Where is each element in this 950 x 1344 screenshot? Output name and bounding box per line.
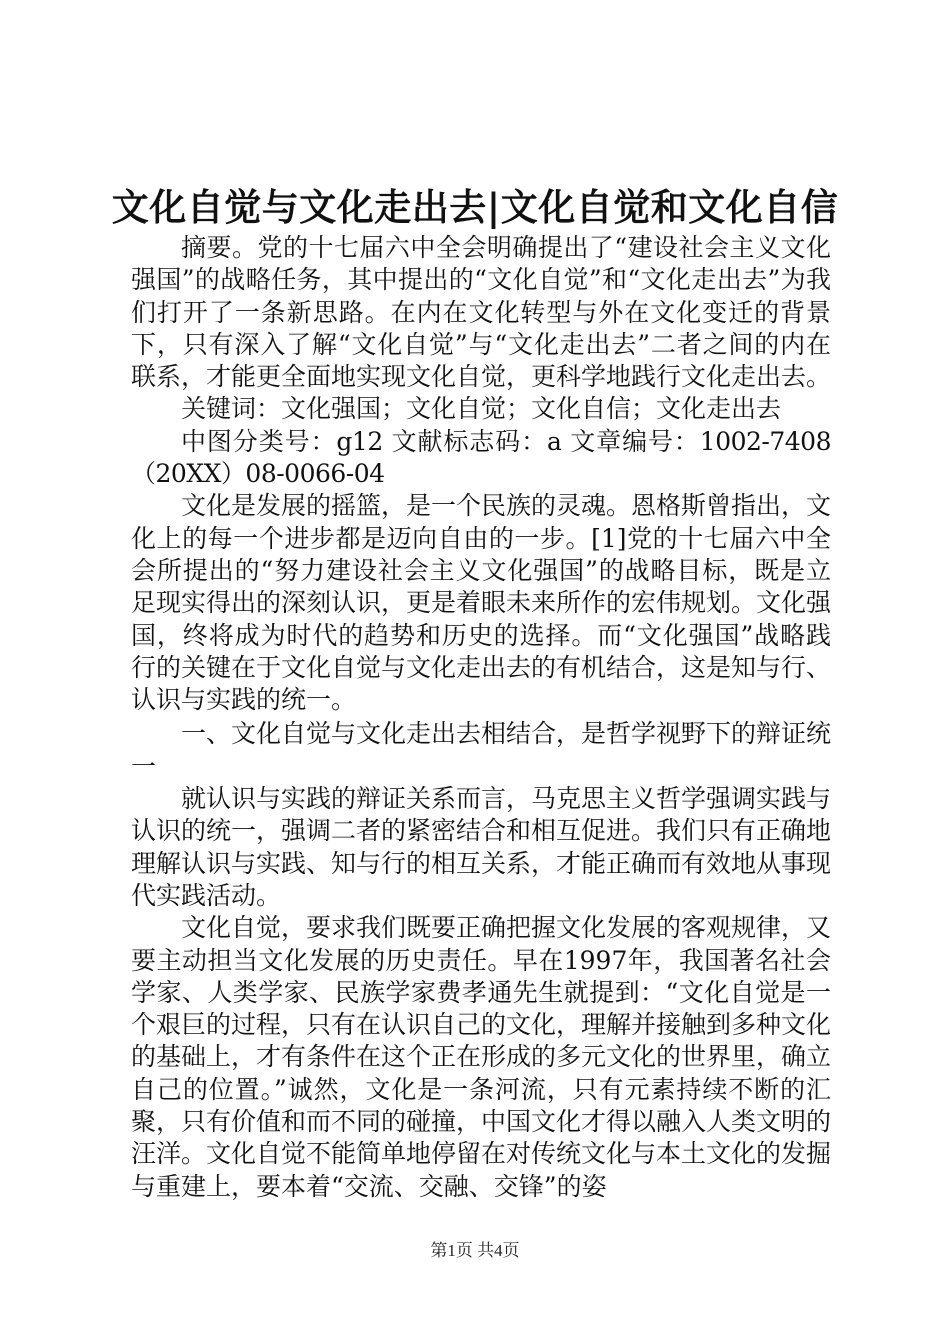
keywords-line: 关键词：文化强国；文化自觉；文化自信；文化走出去 — [181, 394, 782, 424]
classification-line: 中图分类号：g12 文献标志码：a 文章编号：1002-7408（20XX）08-0066-04 — [131, 426, 831, 489]
document-body — [131, 232, 831, 1203]
body-paragraph: 文化是发展的摇篮，是一个民族的灵魂。恩格斯曾指出，文化上的每一个进步都是迈向自由的一步。[1]党的十七届六中全会所提出的“努力建设社会主义文化强国”的战略目标，既是立足现实得出的深刻认识，更是着眼未来所作的宏伟规划。文化强国，终将成为时代的趋势和历史的选择。而“文化强国”战略践行的关键在于文化自觉与文化走出去的有机结合，这是知与行、认识与实践的统一。 — [131, 491, 832, 715]
document-title: 文化自觉与文化走出去|文化自觉和文化自信 — [111, 185, 839, 229]
section-heading: 一、文化自觉与文化走出去相结合，是哲学视野下的辩证统一 — [131, 719, 832, 781]
abstract-paragraph: 摘要。党的十七届六中全会明确提出了“建设社会主义文化强国”的战略任务，其中提出的“文化自觉”和“文化走出去”为我们打开了一条新思路。在内在文化转型与外在文化变迁的背景下，只有深入了解“文化自觉”与“文化走出去”二者之间的内在联系，才能更全面地实现文化自觉，更科学地践行文化走出去。 — [131, 233, 832, 392]
page-footer: 第1页 共4页 — [430, 1241, 520, 1260]
body-paragraph: 就认识与实践的辩证关系而言，马克思主义哲学强调实践与认识的统一，强调二者的紧密结合和相互促进。我们只有正确地理解认识与实践、知与行的相互关系，才能正确而有效地从事现代实践活动。 — [131, 784, 832, 910]
body-paragraph: 文化自觉，要求我们既要正确把握文化发展的客观规律，又要主动担当文化发展的历史责任。早在1997年，我国著名社会学家、人类学家、民族学家费孝通先生就提到：“文化自觉是一个艰巨的过程，只有在认识自己的文化，理解并接触到多种文化的基础上，才有条件在这个正在形成的多元文化的世界里，确立自己的位置。”诚然，文化是一条河流，只有元素持续不断的汇聚，只有价值和而不同的碰撞，中国文化才得以融入人类文明的汪洋。文化自觉不能简单地停留在对传统文化与本土文化的发掘与重建上，要本着“交流、交融、交锋”的姿 — [131, 913, 832, 1201]
